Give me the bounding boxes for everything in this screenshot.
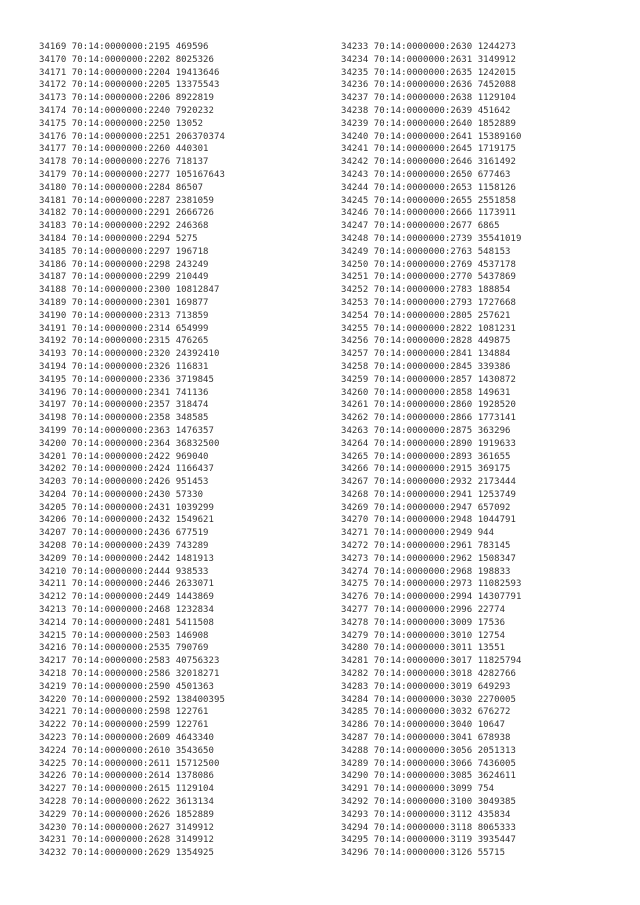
record-row: 34287 70:14:0000000:3041 678938 [341,733,511,744]
record-row: 34174 70:14:0000000:2240 7920232 [39,105,214,116]
record-row: 34208 70:14:0000000:2439 743289 [39,541,209,552]
record-row: 34294 70:14:0000000:3118 8065333 [341,822,516,833]
record-row: 34246 70:14:0000000:2666 1173911 [341,208,516,219]
record-row: 34268 70:14:0000000:2941 1253749 [341,489,516,500]
record-row: 34212 70:14:0000000:2449 1443869 [39,592,214,603]
record-row: 34265 70:14:0000000:2893 361655 [341,451,511,462]
record-row: 34248 70:14:0000000:2739 35541019 [341,233,522,244]
record-row: 34170 70:14:0000000:2202 8025326 [39,54,214,65]
record-row: 34259 70:14:0000000:2857 1430872 [341,374,516,385]
record-row: 34290 70:14:0000000:3085 3624611 [341,771,516,782]
record-row: 34247 70:14:0000000:2677 6865 [341,221,500,232]
record-row: 34277 70:14:0000000:2996 22774 [341,605,506,616]
record-row: 34270 70:14:0000000:2948 1044791 [341,515,516,526]
record-row: 34284 70:14:0000000:3030 2270005 [341,694,516,705]
record-row: 34210 70:14:0000000:2444 938533 [39,566,209,577]
record-row: 34202 70:14:0000000:2424 1166437 [39,464,214,475]
record-row: 34217 70:14:0000000:2583 40756323 [39,656,220,667]
record-row: 34250 70:14:0000000:2769 4537178 [341,259,516,270]
record-row: 34184 70:14:0000000:2294 5275 [39,233,198,244]
record-row: 34231 70:14:0000000:2628 3149912 [39,835,214,846]
record-row: 34207 70:14:0000000:2436 677519 [39,528,209,539]
record-row: 34197 70:14:0000000:2357 318474 [39,400,209,411]
record-row: 34200 70:14:0000000:2364 36832500 [39,438,220,449]
record-row: 34258 70:14:0000000:2845 339386 [341,361,511,372]
record-row: 34237 70:14:0000000:2638 1129104 [341,93,516,104]
record-row: 34226 70:14:0000000:2614 1378086 [39,771,214,782]
record-row: 34177 70:14:0000000:2260 440301 [39,144,209,155]
record-row: 34240 70:14:0000000:2641 15389160 [341,131,522,142]
record-row: 34171 70:14:0000000:2204 19413646 [39,67,220,78]
record-row: 34232 70:14:0000000:2629 1354925 [39,848,214,859]
record-row: 34276 70:14:0000000:2994 14307791 [341,592,522,603]
record-row: 34222 70:14:0000000:2599 122761 [39,720,209,731]
record-row: 34224 70:14:0000000:2610 3543650 [39,745,214,756]
record-row: 34194 70:14:0000000:2326 116831 [39,361,209,372]
record-row: 34262 70:14:0000000:2866 1773141 [341,413,516,424]
record-row: 34283 70:14:0000000:3019 649293 [341,681,511,692]
record-row: 34278 70:14:0000000:3009 17536 [341,617,506,628]
record-row: 34172 70:14:0000000:2205 13375543 [39,80,220,91]
record-row: 34180 70:14:0000000:2284 86507 [39,182,204,193]
record-row: 34199 70:14:0000000:2363 1476357 [39,425,214,436]
record-row: 34286 70:14:0000000:3040 10647 [341,720,506,731]
record-row: 34219 70:14:0000000:2590 4501363 [39,681,214,692]
record-row: 34178 70:14:0000000:2276 718137 [39,157,209,168]
record-row: 34189 70:14:0000000:2301 169877 [39,297,209,308]
record-row: 34223 70:14:0000000:2609 4643340 [39,733,214,744]
record-row: 34225 70:14:0000000:2611 15712500 [39,758,220,769]
record-row: 34252 70:14:0000000:2783 188854 [341,285,511,296]
record-row: 34204 70:14:0000000:2430 57330 [39,489,204,500]
record-row: 34239 70:14:0000000:2640 1852889 [341,118,516,129]
record-row: 34244 70:14:0000000:2653 1158126 [341,182,516,193]
record-row: 34187 70:14:0000000:2299 210449 [39,272,209,283]
record-row: 34228 70:14:0000000:2622 3613134 [39,797,214,808]
record-row: 34236 70:14:0000000:2636 7452088 [341,80,516,91]
record-row: 34234 70:14:0000000:2631 3149912 [341,54,516,65]
record-row: 34280 70:14:0000000:3011 13551 [341,643,506,654]
record-row: 34229 70:14:0000000:2626 1852889 [39,809,214,820]
record-row: 34230 70:14:0000000:2627 3149912 [39,822,214,833]
left-column [39,41,225,860]
record-row: 34245 70:14:0000000:2655 2551858 [341,195,516,206]
record-row: 34183 70:14:0000000:2292 246368 [39,221,209,232]
record-row: 34260 70:14:0000000:2858 149631 [341,387,511,398]
record-row: 34293 70:14:0000000:3112 435834 [341,809,511,820]
record-row: 34264 70:14:0000000:2890 1919633 [341,438,516,449]
record-row: 34291 70:14:0000000:3099 754 [341,784,495,795]
record-row: 34256 70:14:0000000:2828 449875 [341,336,511,347]
record-row: 34274 70:14:0000000:2968 198833 [341,566,511,577]
record-row: 34218 70:14:0000000:2586 32018271 [39,669,220,680]
record-row: 34233 70:14:0000000:2630 1244273 [341,42,516,52]
record-row: 34273 70:14:0000000:2962 1508347 [341,553,516,564]
record-row: 34195 70:14:0000000:2336 3719845 [39,374,214,385]
record-row: 34282 70:14:0000000:3018 4282766 [341,669,516,680]
record-row: 34198 70:14:0000000:2358 348585 [39,413,209,424]
record-row: 34215 70:14:0000000:2503 146908 [39,630,209,641]
record-row: 34261 70:14:0000000:2860 1928520 [341,400,516,411]
record-row: 34243 70:14:0000000:2650 677463 [341,169,511,180]
record-row: 34216 70:14:0000000:2535 790769 [39,643,209,654]
record-row: 34288 70:14:0000000:3056 2051313 [341,745,516,756]
record-row: 34220 70:14:0000000:2592 138400395 [39,694,225,705]
record-row: 34221 70:14:0000000:2598 122761 [39,707,209,718]
record-row: 34186 70:14:0000000:2298 243249 [39,259,209,270]
record-row: 34254 70:14:0000000:2805 257621 [341,310,511,321]
record-row: 34193 70:14:0000000:2320 24392410 [39,349,220,360]
record-row: 34281 70:14:0000000:3017 11825794 [341,656,522,667]
record-row: 34173 70:14:0000000:2206 8922819 [39,93,214,104]
record-row: 34211 70:14:0000000:2446 2633071 [39,579,214,590]
record-row: 34263 70:14:0000000:2875 363296 [341,425,511,436]
record-row: 34203 70:14:0000000:2426 951453 [39,477,209,488]
record-row: 34238 70:14:0000000:2639 451642 [341,105,511,116]
record-row: 34295 70:14:0000000:3119 3935447 [341,835,516,846]
record-row: 34227 70:14:0000000:2615 1129104 [39,784,214,795]
record-row: 34205 70:14:0000000:2431 1039299 [39,502,214,513]
record-row: 34191 70:14:0000000:2314 654999 [39,323,209,334]
record-row: 34169 70:14:0000000:2195 469596 [39,42,209,52]
record-row: 34242 70:14:0000000:2646 3161492 [341,157,516,168]
record-row: 34275 70:14:0000000:2973 11082593 [341,579,522,590]
record-row: 34285 70:14:0000000:3032 676272 [341,707,511,718]
record-row: 34176 70:14:0000000:2251 206370374 [39,131,225,142]
record-row: 34185 70:14:0000000:2297 196718 [39,246,209,257]
record-row: 34253 70:14:0000000:2793 1727668 [341,297,516,308]
record-row: 34196 70:14:0000000:2341 741136 [39,387,209,398]
record-row: 34251 70:14:0000000:2770 5437869 [341,272,516,283]
record-row: 34241 70:14:0000000:2645 1719175 [341,144,516,155]
record-row: 34181 70:14:0000000:2287 2381059 [39,195,214,206]
record-row: 34213 70:14:0000000:2468 1232834 [39,605,214,616]
record-row: 34190 70:14:0000000:2313 713859 [39,310,209,321]
record-row: 34214 70:14:0000000:2481 5411508 [39,617,214,628]
record-row: 34175 70:14:0000000:2250 13052 [39,118,204,129]
record-row: 34266 70:14:0000000:2915 369175 [341,464,511,475]
record-row: 34289 70:14:0000000:3066 7436005 [341,758,516,769]
record-row: 34292 70:14:0000000:3100 3049385 [341,797,516,808]
record-row: 34209 70:14:0000000:2442 1481913 [39,553,214,564]
record-row: 34269 70:14:0000000:2947 657092 [341,502,511,513]
right-column [341,41,521,860]
record-row: 34201 70:14:0000000:2422 969040 [39,451,209,462]
record-row: 34255 70:14:0000000:2822 1081231 [341,323,516,334]
record-row: 34267 70:14:0000000:2932 2173444 [341,477,516,488]
record-row: 34296 70:14:0000000:3126 55715 [341,848,506,859]
record-row: 34182 70:14:0000000:2291 2666726 [39,208,214,219]
record-row: 34271 70:14:0000000:2949 944 [341,528,495,539]
record-row: 34206 70:14:0000000:2432 1549621 [39,515,214,526]
record-row: 34192 70:14:0000000:2315 476265 [39,336,209,347]
record-row: 34249 70:14:0000000:2763 548153 [341,246,511,257]
record-row: 34235 70:14:0000000:2635 1242015 [341,67,516,78]
record-row: 34179 70:14:0000000:2277 105167643 [39,169,225,180]
record-row: 34272 70:14:0000000:2961 783145 [341,541,511,552]
record-row: 34257 70:14:0000000:2841 134884 [341,349,511,360]
record-row: 34279 70:14:0000000:3010 12754 [341,630,506,641]
record-row: 34188 70:14:0000000:2300 10812847 [39,285,220,296]
